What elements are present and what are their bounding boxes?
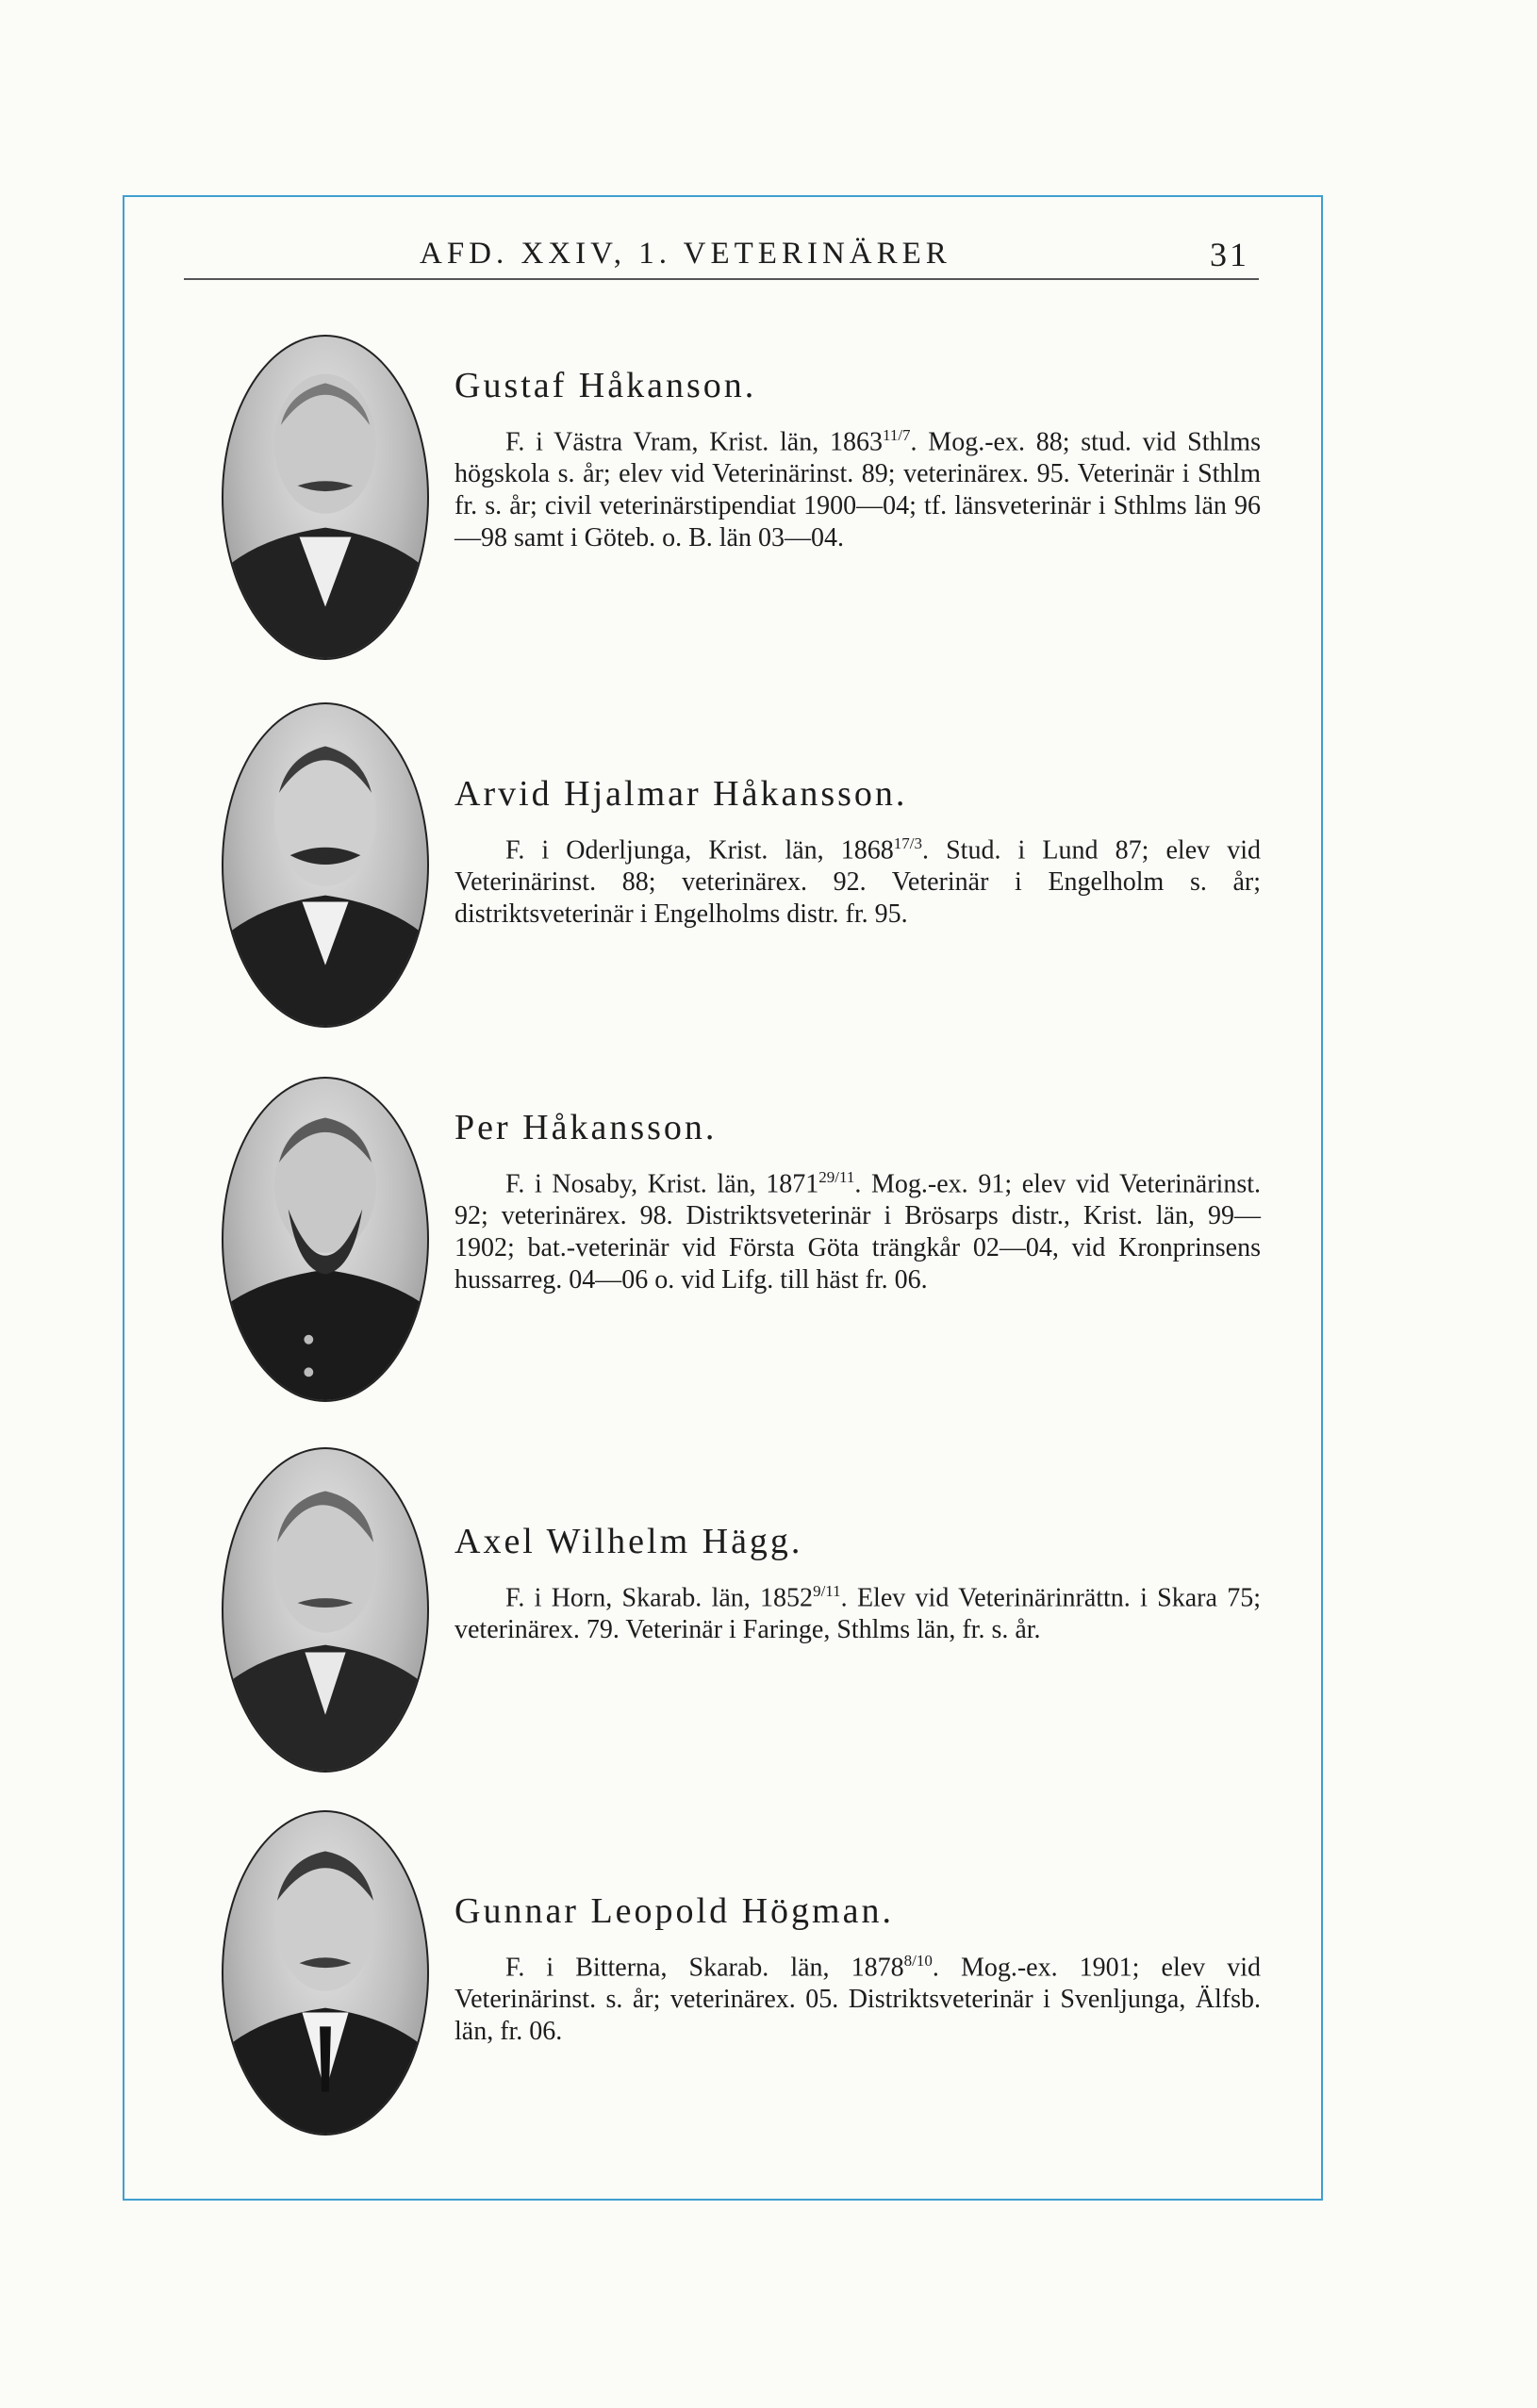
person-name: Gustaf Håkanson. — [454, 366, 757, 405]
portrait-photo — [222, 335, 429, 660]
person-name: Axel Wilhelm Hägg. — [454, 1522, 803, 1561]
biography-text: F. i Västra Vram, Krist. län, $1863^{11/7}$. Mog.-ex. 88; stud. vid Sthlms högskola s. år; elev vid Veterinärinst. 89; veterinärex. 95. Veterinär i Sthlm fr. s. år; civil veterinärstipendiat 1900—04; tf. länsveterinär i Sthlms län 96—98 samt i Göteb. o. B. län 03—04. — [454, 426, 1261, 553]
person-name: Arvid Hjalmar Håkansson. — [454, 774, 908, 814]
portrait-photo — [222, 1810, 429, 2136]
biography-text: F. i Horn, Skarab. län, $1852^{9/11}$. Elev vid Veterinärinrättn. i Skara 75; veterinärex. 79. Veterinär i Faringe, Sthlms län, fr. s. år. — [454, 1582, 1261, 1645]
running-head — [184, 231, 1259, 280]
portrait-photo — [222, 702, 429, 1028]
biography-text: F. i Oderljunga, Krist. län, $1868^{17/3}$. Stud. i Lund 87; elev vid Veterinärinst. 88; veterinärex. 92. Veterinär i Engelholm s. år; distriktsveterinär i Engelholms distr. fr. 95. — [454, 834, 1261, 930]
person-name: Per Håkansson. — [454, 1108, 718, 1147]
person-name: Gunnar Leopold Högman. — [454, 1891, 894, 1931]
page-number: 31 — [1210, 236, 1249, 273]
portrait-photo — [222, 1077, 429, 1402]
section-title: AFD. XXIV, 1. VETERINÄRER — [420, 237, 951, 271]
biography-text: F. i Bitterna, Skarab. län, $1878^{8/10}$. Mog.-ex. 1901; elev vid Veterinärinst. s. år; veterinärex. 05. Distriktsveterinär i Svenljunga, Älfsb. län, fr. 06. — [454, 1952, 1262, 2047]
portrait-photo — [222, 1447, 429, 1773]
biography-text: F. i Nosaby, Krist. län, $1871^{29/11}$. Mog.-ex. 91; elev vid Veterinärinst. 92; veterinärex. 98. Distriktsveterinär i Brösarps distr., Krist. län, 99—1902; bat.-veterinär vid Första Göta trängkår 02—04, vid Kronprinsens hussarreg. 04—06 o. vid Lifg. till häst fr. 06. — [454, 1168, 1261, 1295]
